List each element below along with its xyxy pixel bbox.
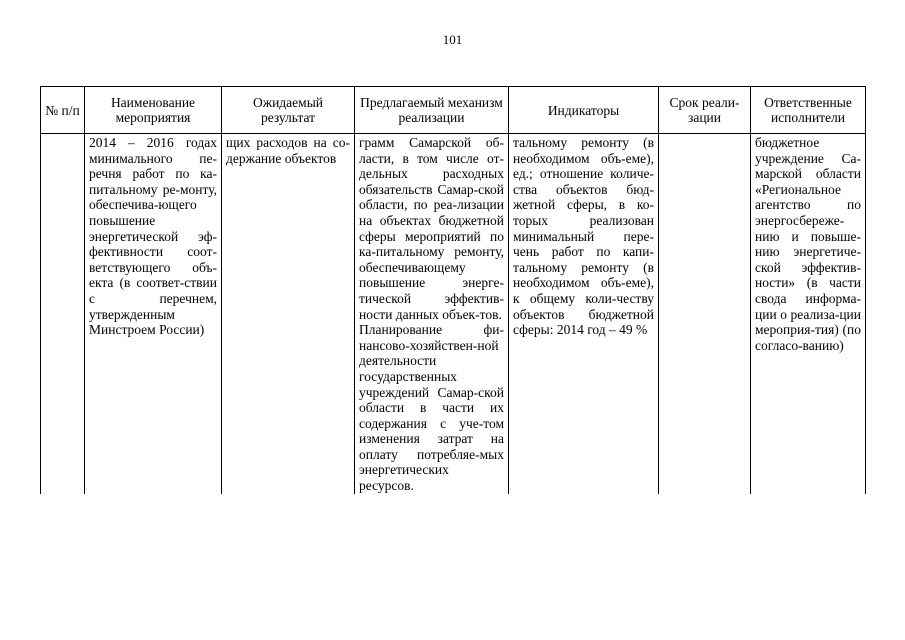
cell-term	[659, 134, 751, 494]
cell-num	[41, 134, 85, 494]
header-responsible: Ответственные исполнители	[751, 87, 866, 134]
measures-table	[40, 86, 866, 494]
header-mechanism: Предлагаемый механизм реализации	[355, 87, 509, 134]
header-indicators: Индикаторы	[509, 87, 659, 134]
mechanism-paragraph: Планирование фи-нансово-хозяйствен-ной деятельности государственных учреждений Самар-ской области в части их содержания с уче-том изменения затрат на оплату потребляе-мых энергетических ресурсов.	[359, 322, 504, 494]
table-row	[41, 134, 866, 494]
header-term: Срок реали-зации	[659, 87, 751, 134]
table-header-row	[41, 87, 866, 134]
cell-mechanism	[355, 134, 509, 494]
cell-result: щих расходов на со-держание объектов	[222, 134, 355, 494]
cell-indicators: тальному ремонту (в необходимом объ-еме), ед.; отношение количе-ства объектов бюд-жетной сферы, в ко-торых реализован минимальный пере-чень работ по капи-тальному ремонту (в необходимом объ-еме), к общему коли-честву объектов бюджетной сферы: 2014 год – 49 %	[509, 134, 659, 494]
cell-responsible: бюджетное учреждение Са-марской области «Региональное агентство по энергосбереже-нию и повыше-нию энергетиче-ской эффектив-ности» (в части свода информа-ции о реализа-ции мероприя-тия) (по согласо-ванию)	[751, 134, 866, 494]
page-number: 101	[442, 32, 463, 47]
mechanism-paragraph: грамм Самарской об-ласти, в том числе от-дельных расходных обязательств Самар-ской области, по реа-лизации на объектах бюджетной сферы мероприятий по ка-питальному ремонту, обеспечивающему повышение энерге-тической эффектив-ности данных объек-тов.	[359, 135, 504, 322]
header-name: Наименование мероприятия	[85, 87, 222, 134]
header-num: № п/п	[41, 87, 85, 134]
cell-name: 2014 – 2016 годах минимального пе-речня работ по ка-питальному ре-монту, обеспечива-ющего повышение энергетической эф-фективности соот-ветствующего объ-екта (в соответ-ствии с перечнем, утвержденным Минстроем России)	[85, 134, 222, 494]
header-result: Ожидаемый результат	[222, 87, 355, 134]
